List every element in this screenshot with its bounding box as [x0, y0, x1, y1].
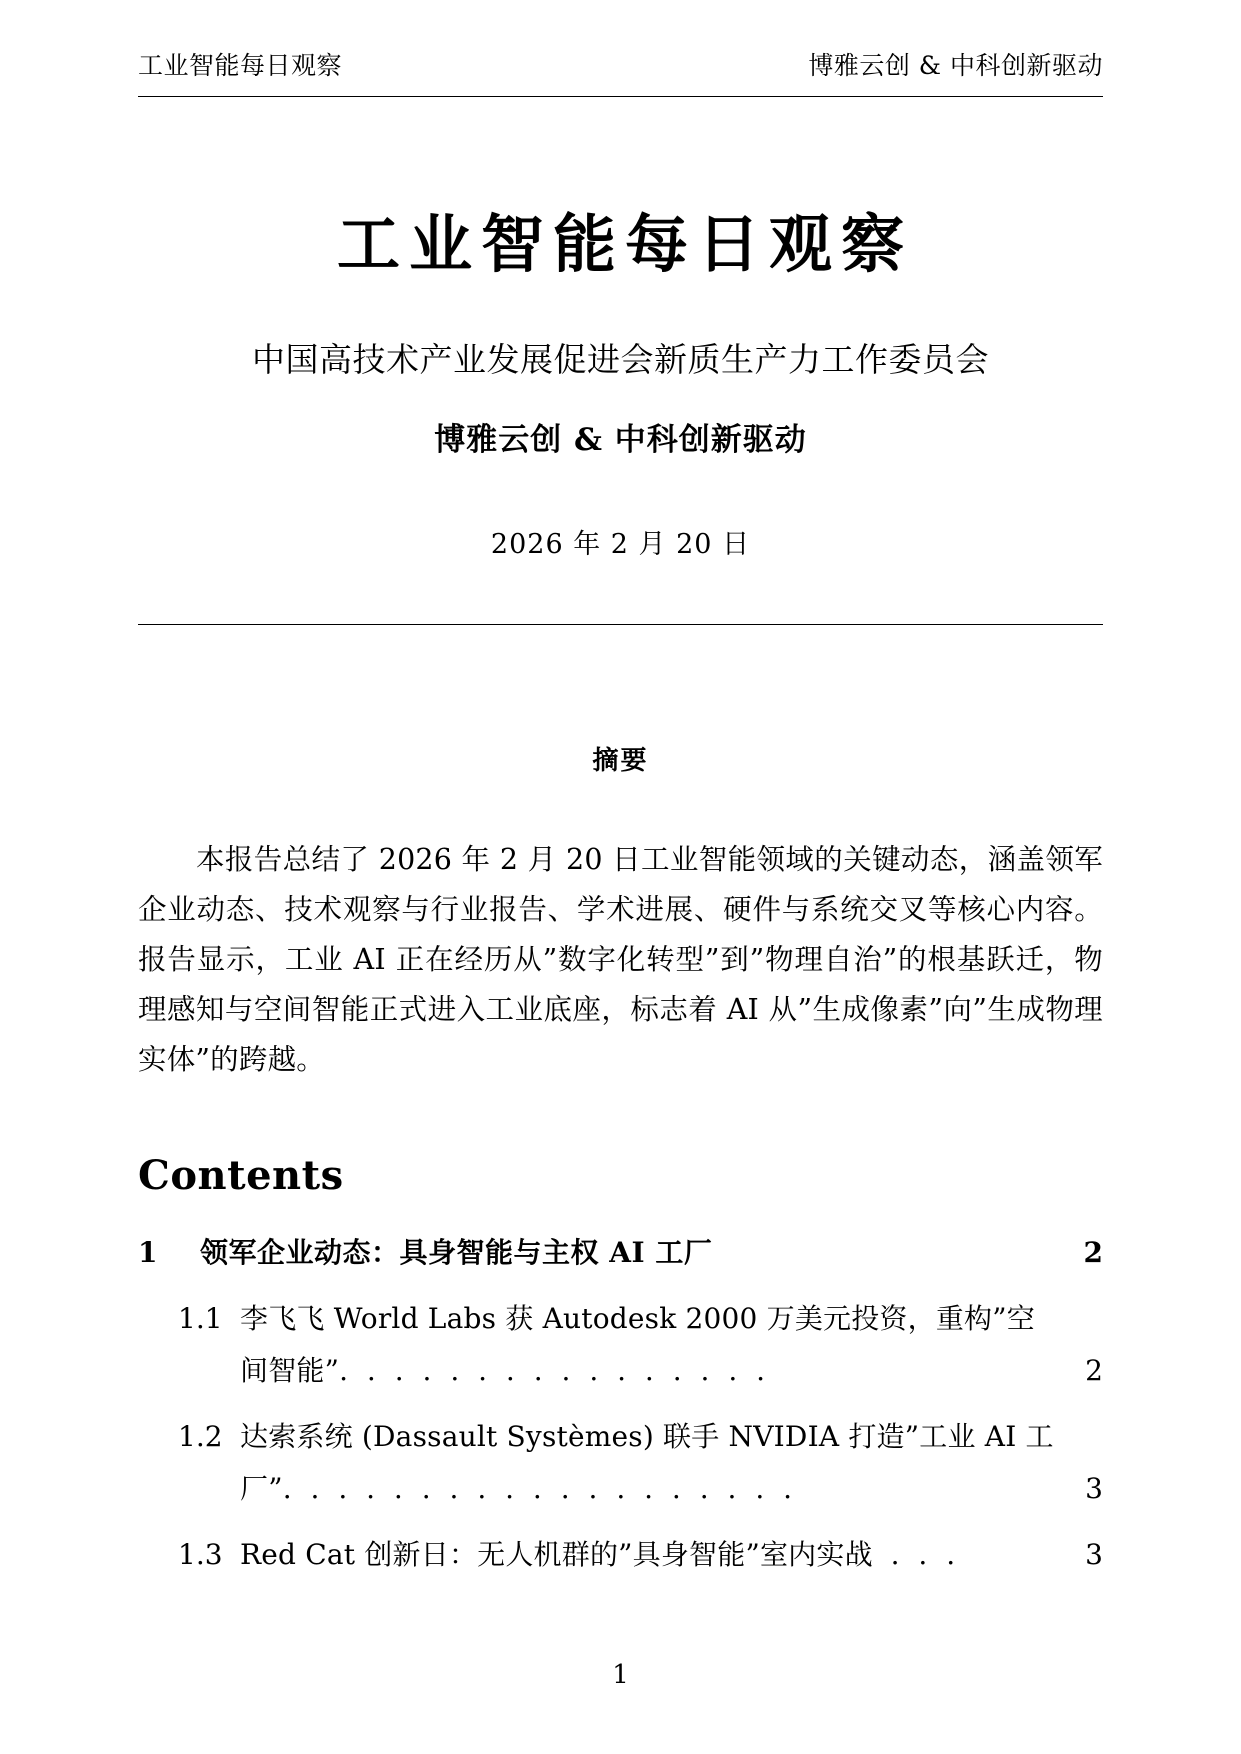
toc-entry-1[interactable]	[138, 1231, 1103, 1271]
document-subtitle: 博雅云创 & 中科创新驱动	[434, 422, 807, 459]
toc-title: 达索系统 (Dassault Systèmes) 联手 NVIDIA 打造”工业 AI 工厂”	[240, 1420, 1054, 1505]
toc-title: 李飞飞 World Labs 获 Autodesk 2000 万美元投资，重构”空间智能”	[240, 1302, 1035, 1387]
abstract-heading: 摘要	[592, 746, 649, 776]
toc-dot-leader: . . .	[890, 1538, 961, 1571]
toc-page-number: 3	[1085, 1472, 1103, 1505]
toc-number: 1.3	[178, 1538, 223, 1571]
table-of-contents	[138, 1152, 1103, 1595]
footer-page-number: 1	[612, 1660, 629, 1690]
toc-entry-1-3[interactable]	[138, 1529, 1103, 1581]
page-header	[138, 52, 1103, 80]
toc-dot-leader: . . . . . . . . . . . . . . . .	[339, 1354, 771, 1387]
abstract-section	[138, 740, 1103, 1085]
document-title: 工业智能每日观察	[337, 207, 913, 281]
toc-number: 1	[138, 1236, 158, 1269]
header-divider	[138, 96, 1103, 97]
toc-body	[240, 1411, 1063, 1515]
toc-number: 1.1	[178, 1302, 223, 1335]
toc-body	[240, 1293, 1063, 1397]
document-organization: 中国高技术产业发展促进会新质生产力工作委员会	[252, 339, 989, 379]
toc-number: 1.2	[178, 1420, 223, 1453]
toc-dot-leader: . . . . . . . . . . . . . . . . . . .	[282, 1472, 798, 1505]
toc-body	[240, 1529, 1063, 1581]
header-right-title: 博雅云创 & 中科创新驱动	[808, 51, 1103, 80]
document-date: 2026 年 2 月 20 日	[490, 529, 751, 561]
toc-title: 领军企业动态：具身智能与主权 AI 工厂	[200, 1236, 713, 1269]
contents-heading: Contents	[138, 1152, 344, 1199]
title-divider	[138, 624, 1103, 625]
toc-entry-1-2[interactable]	[138, 1411, 1103, 1515]
toc-page-number: 2	[1083, 1236, 1103, 1269]
title-block	[138, 205, 1103, 561]
toc-entry-1-1[interactable]	[138, 1293, 1103, 1397]
page-footer	[0, 1660, 1241, 1690]
abstract-body: 本报告总结了 2026 年 2 月 20 日工业智能领域的关键动态，涵盖领军企业动态、技术观察与行业报告、学术进展、硬件与系统交叉等核心内容。报告显示，工业 AI 正在经历从”数字化转型”到”物理自治”的根基跃迁，物理感知与空间智能正式进入工业底座，标志着 AI 从”生成像素”向”生成物理实体”的跨越。	[138, 843, 1103, 1076]
toc-page-number: 3	[1085, 1538, 1103, 1571]
toc-page-number: 2	[1085, 1354, 1103, 1387]
toc-list	[138, 1231, 1103, 1581]
header-left-title: 工业智能每日观察	[138, 51, 343, 80]
toc-title: Red Cat 创新日：无人机群的”具身智能”室内实战	[240, 1538, 873, 1571]
